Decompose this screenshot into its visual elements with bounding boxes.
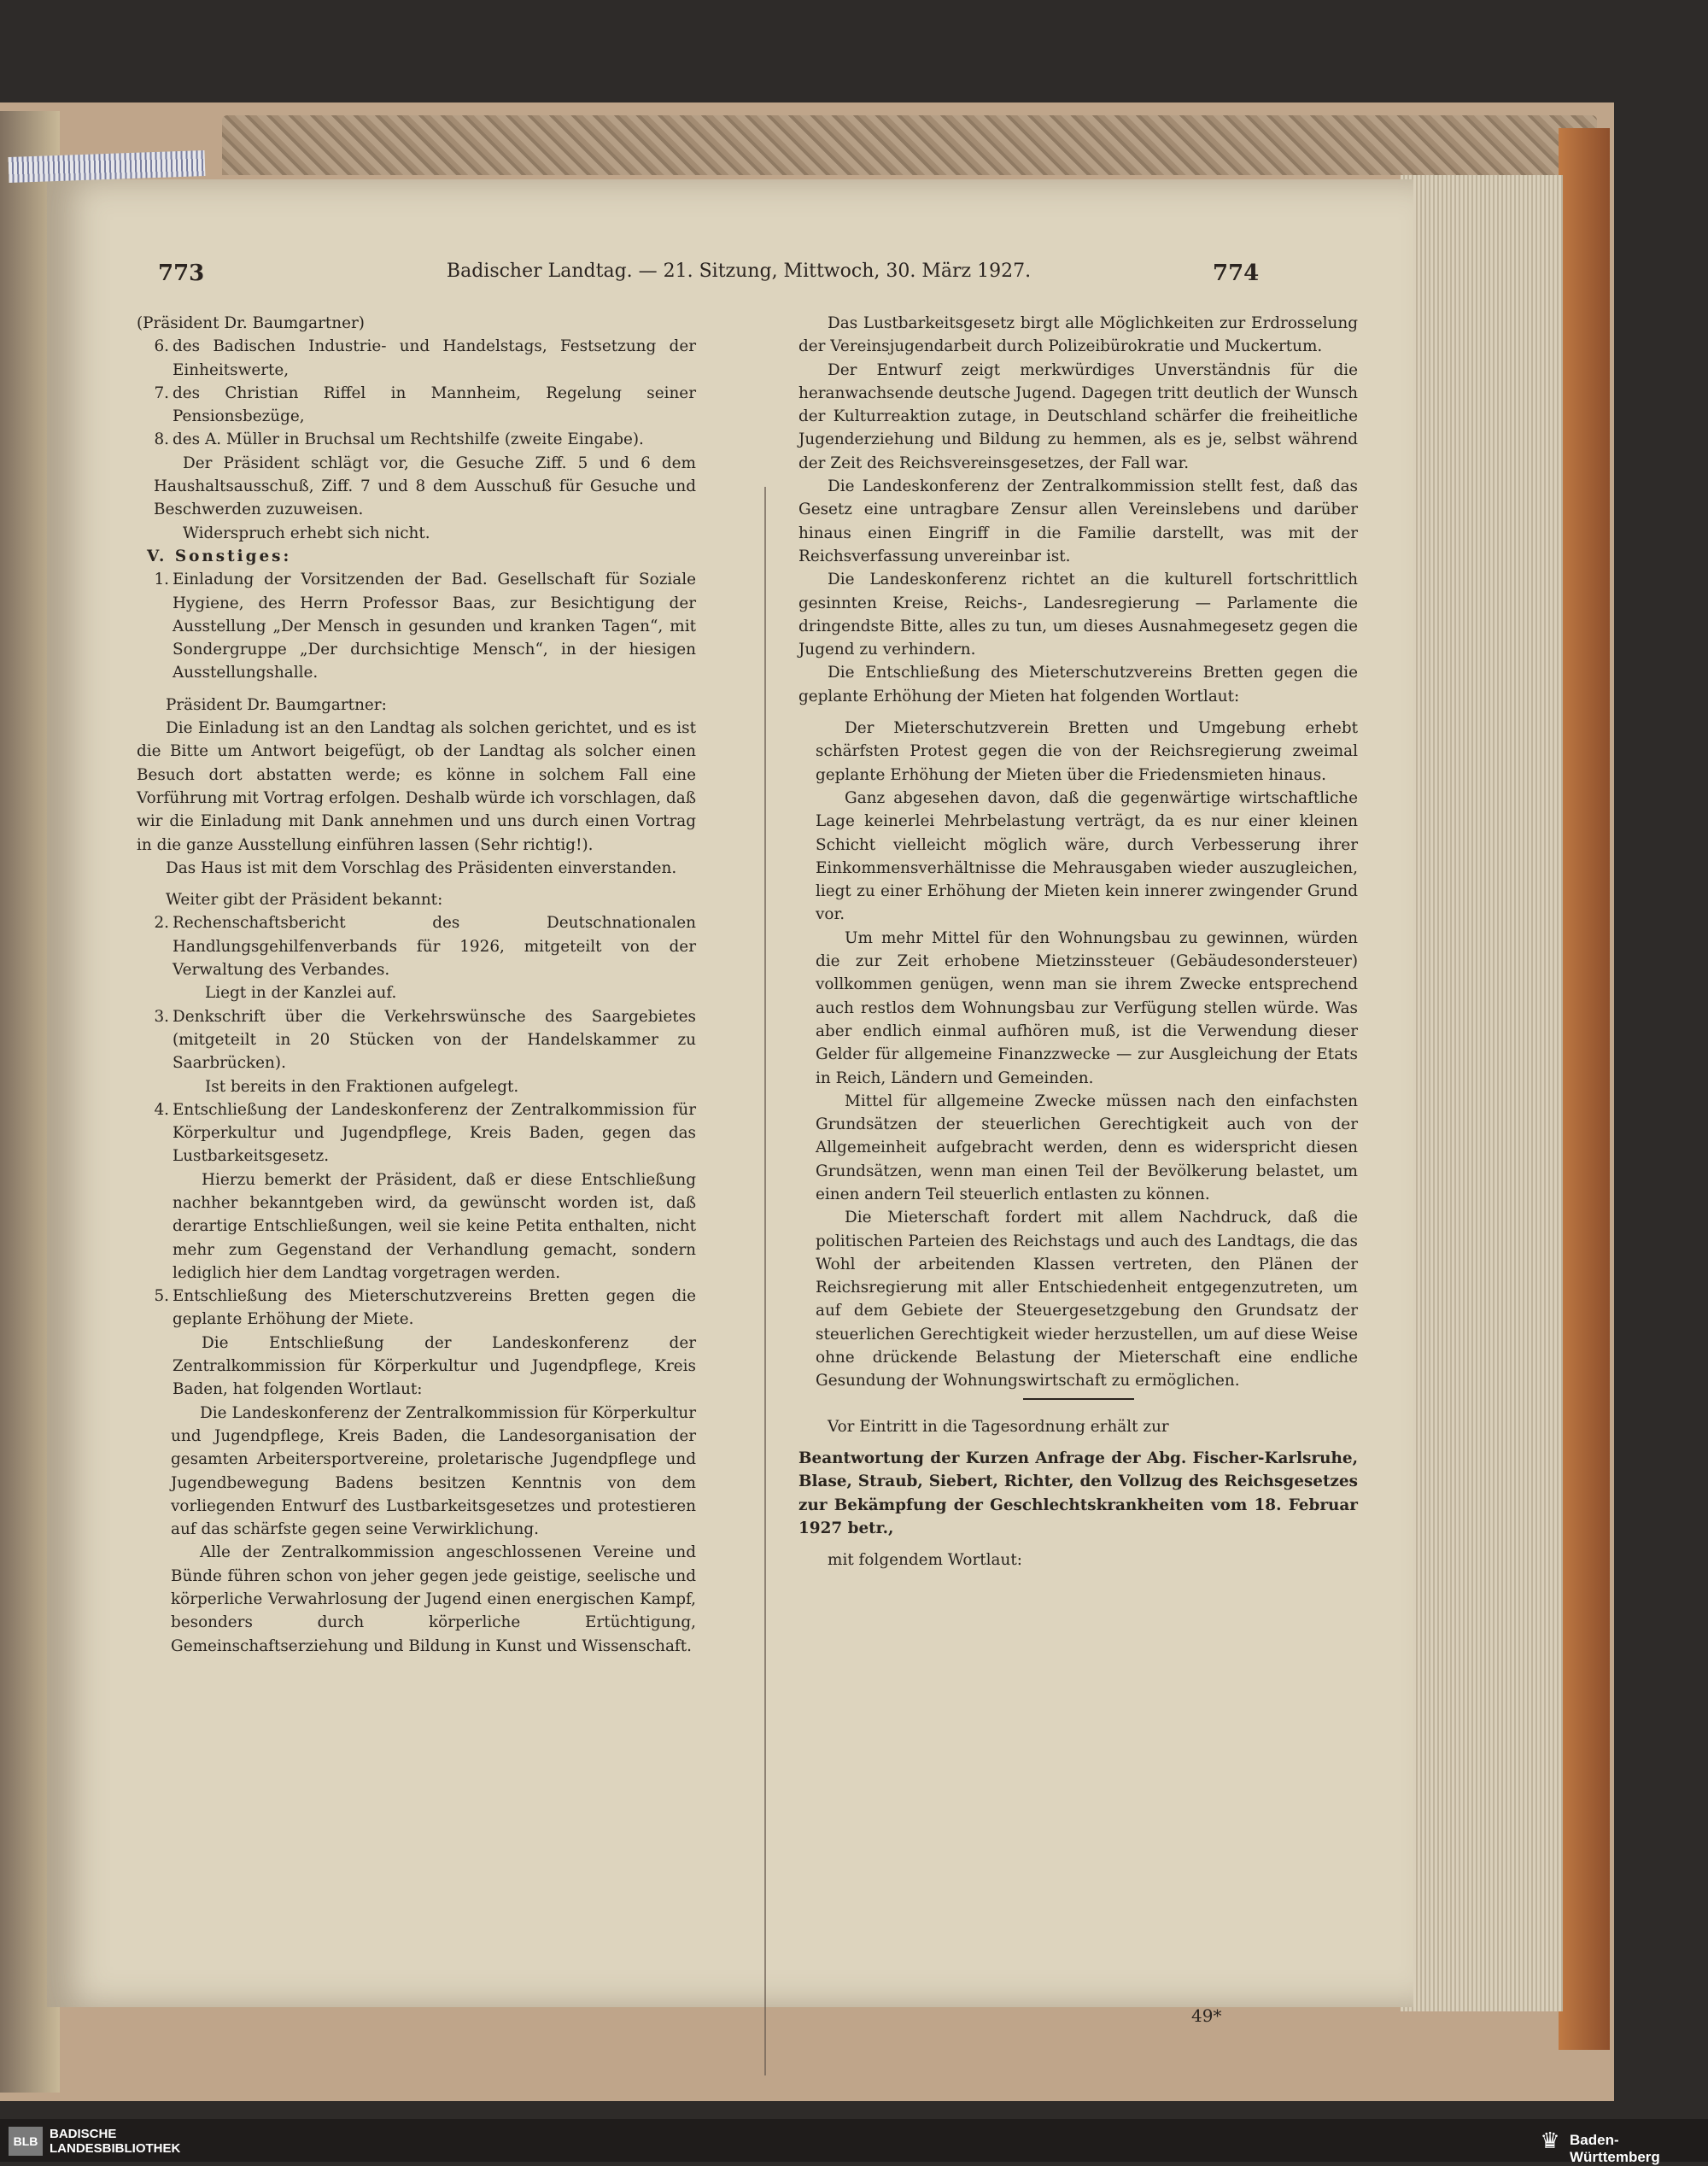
paragraph: Der Mieterschutzverein Bretten und Umgebung erhebt schärfsten Protest gegen die von der Reichsregierung zweimal geplante Erhöhung der Mieten über die Friedensmieten hinaus. <box>816 719 1358 784</box>
item-number: 6. <box>154 337 169 356</box>
paragraph: Um mehr Mittel für den Wohnungsbau zu gewinnen, würden die zur Zeit erhobene Mietzinssteuer (Gebäudesondersteuer) vollkommen genügen, wenn man sie ihrem Zwecke entsprechend auch restlos dem Wohnungsbau zur Verfügung stellen würde. Was aber endlich einmal aufhören muß, ist die Verwendung dieser Gelder für allgemeine Finanzzwecke — zur Ausgleichung der Etats in Reich, Ländern und Gemeinden. <box>816 928 1358 1087</box>
item-number: 1. <box>154 571 169 589</box>
list-item <box>137 428 696 451</box>
paragraph: Die Landeskonferenz der Zentralkommission stellt fest, daß das Gesetz eine untragbare Zensur allen Vereinslebens und darüber hinaus einen Eingriff in die Familie darstellt, was mit der Reichsverfassung unvereinbar ist. <box>798 477 1358 565</box>
state-crest-icon: ♛ <box>1540 2128 1560 2154</box>
paragraph: Widerspruch erhebt sich nicht. <box>183 524 430 542</box>
paragraph: Die Entschließung des Mieterschutzvereins Bretten gegen die geplante Erhöhung der Mieten hat folgenden Wortlaut: <box>798 664 1358 705</box>
note: Ist bereits in den Fraktionen aufgelegt. <box>205 1077 519 1096</box>
item-text: Denkschrift über die Verkehrswünsche des Saargebietes (mitgeteilt in 20 Stücken von der Handelskammer zu Saarbrücken). <box>173 1007 696 1073</box>
paragraph: Alle der Zentralkommission angeschlossenen Vereine und Bünde führen schon von jeher gegen jede geistige, seelische und körperliche Verwahrlosung der Jugend einen energischen Kampf, besonders durch körperliche Ertüchtigung, Gemeinschaftserziehung und Bildung in Kunst und Wissenschaft. <box>171 1543 696 1655</box>
item-number: 2. <box>154 914 169 933</box>
right-column <box>798 312 1358 1572</box>
list-item <box>137 1098 696 1168</box>
library-name-line1: BADISCHE <box>50 2127 117 2141</box>
page <box>47 179 1413 2026</box>
item-number: 4. <box>154 1100 169 1119</box>
item-text: des Christian Riffel in Mannheim, Regelung seiner Pensionsbezüge, <box>173 383 696 426</box>
item-number: 5. <box>154 1287 169 1306</box>
note: Hierzu bemerkt der Präsident, daß er diese Entschließung nachher bekanntgeben wird, da gewünscht worden ist, daß derartige Entschließungen, weil sie keine Petita enthalten, nicht mehr zum Gegenstand der Verhandlung gemacht, sondern lediglich hier dem Landtag vorgetragen werden. <box>173 1170 696 1282</box>
list-item <box>137 1285 696 1332</box>
paragraph: Die Einladung ist an den Landtag als solchen gerichtet, und es ist die Bitte um Antwort beigefügt, ob der Landtag als solcher einen Besuch dort abstatten werde; es könne in solchem Fall eine Vorführung mit Vortrag erfolgen. Deshalb würde ich vorschlagen, daß wir die Einladung mit Dank annehmen und uns durch einen Vortrag in die ganze Ausstellung einführen lassen (Sehr richtig!). <box>137 719 696 854</box>
note: Liegt in der Kanzlei auf. <box>205 984 397 1003</box>
left-column <box>137 312 696 1658</box>
speaker-label: Präsident Dr. Baumgartner: <box>166 695 387 714</box>
item-text: Entschließung der Landeskonferenz der Zentralkommission für Körperkultur und Jugendpflege, Kreis Baden, gegen das Lustbarkeitsgesetz. <box>173 1100 696 1166</box>
speaker-label: (Präsident Dr. Baumgartner) <box>137 314 365 332</box>
paragraph: Ganz abgesehen davon, daß die gegenwärtige wirtschaftliche Lage keinerlei Mehrbelastung verträgt, da es nur einer kleinen Schicht vielleicht möglich wäre, durch Verbesserung ihrer Einkommensverhältnisse die Mehrausgaben wieder auszugleichen, liegt zu einer Erhöhung der Mieten kein innerer zwingender Grund vor. <box>816 788 1358 924</box>
paragraph: Die Landeskonferenz richtet an die kulturell fortschrittlich gesinnten Kreise, Reichs-, Landesregierung — Parlamente die dringendste Bitte, alles zu tun, um dieses Ausnahmegesetz gegen die Jugend zu verhindern. <box>798 571 1358 659</box>
column-divider <box>764 487 766 2075</box>
paragraph: mit folgendem Wortlaut: <box>828 1551 1022 1570</box>
blb-logo[interactable]: BLB <box>9 2127 43 2156</box>
marbled-edge <box>222 115 1597 175</box>
paragraph: Mittel für allgemeine Zwecke müssen nach den einfachsten Grundsätzen der steuerlichen Gerechtigkeit auch von der Allgemeinheit aufgebracht werden, denn es widerspricht diesen Grundsätzen, wenn man einen Teil der Bevölkerung belastet, um einen andern Teil steuerlich entlasten zu können. <box>816 1092 1358 1203</box>
paragraph: Die Landeskonferenz der Zentralkommission für Körperkultur und Jugendpflege, Kreis Baden, die Landesorganisation der gesamten Arbeitersportvereine, proletarische Jugendpflege und Jugendbewegung Badens besitzen Kenntnis von dem vorliegenden Entwurf des Lustbarkeitsgesetzes und protestieren auf das schärfste gegen seine Verwirklichung. <box>171 1403 696 1539</box>
item-text: des A. Müller in Bruchsal um Rechtshilfe (zweite Eingabe). <box>173 430 644 449</box>
paragraph: Vor Eintritt in die Tagesordnung erhält zur <box>828 1417 1169 1436</box>
list-item <box>137 568 696 684</box>
item-number: 3. <box>154 1007 169 1026</box>
item-text: Rechenschaftsbericht des Deutschnationalen Handlungsgehilfenverbands für 1926, mitgeteilt von der Verwaltung des Verbandes. <box>173 914 696 980</box>
item-number: 8. <box>154 430 169 449</box>
item-text: des Badischen Industrie- und Handelstags, Festsetzung der Einheitswerte, <box>173 337 696 379</box>
list-item <box>137 335 696 382</box>
library-name-line2: LANDESBIBLIOTHEK <box>50 2141 181 2156</box>
page-number-left: 773 <box>158 261 205 286</box>
footer-bar <box>0 2119 1708 2162</box>
page-stack <box>1401 175 1563 2011</box>
item-text: Einladung der Vorsitzenden der Bad. Gesellschaft für Soziale Hygiene, des Herrn Professor Baas, zur Besichtigung der Ausstellung „Der Mensch in gesunden und kranken Tagen“, mit Sondergruppe „Der durchsichtige Mensch“, in der hiesigen Ausstellungshalle. <box>173 571 696 682</box>
paragraph: Der Entwurf zeigt merkwürdiges Unverständnis für die heranwachsende deutsche Jugend. Dagegen tritt deutlich der Wunsch der Kulturreaktion zutage, in Deutschland schärfer die freiheitliche Jugenderziehung und Bildung zu hemmen, als es je, selbst während der Zeit des Reichsvereinsgesetzes, der Fall war. <box>798 360 1358 472</box>
bold-heading: Beantwortung der Kurzen Anfrage der Abg. Fischer-Karlsruhe, Blase, Straub, Siebert, Richter, den Vollzug des Reichsgesetzes zur Bekämpfung der Geschlechtskrankheiten vom 18. Februar 1927 betr., <box>798 1449 1358 1537</box>
running-head: Badischer Landtag. — 21. Sitzung, Mittwoch, 30. März 1927. <box>446 261 1032 282</box>
list-item <box>137 911 696 981</box>
item-number: 7. <box>154 383 169 402</box>
leather-binding <box>1559 128 1610 2050</box>
paragraph: Der Präsident schlägt vor, die Gesuche Ziff. 5 und 6 dem Haushaltsausschuß, Ziff. 7 und 8 dem Ausschuß für Gesuche und Beschwerden zuzuweisen. <box>154 454 696 519</box>
page-number-right: 774 <box>1213 261 1260 286</box>
list-item <box>137 382 696 429</box>
paragraph: Weiter gibt der Präsident bekannt: <box>166 891 443 910</box>
list-item <box>137 1005 696 1075</box>
paragraph: Das Lustbarkeitsgesetz birgt alle Möglichkeiten zur Erdrosselung der Vereinsjugendarbeit durch Polizeibürokratie und Muckertum. <box>798 314 1358 356</box>
separator-rule <box>1023 1398 1134 1400</box>
library-name[interactable] <box>50 2127 180 2156</box>
section-heading: V. Sonstiges: <box>147 547 292 565</box>
signature-mark: 49* <box>1191 2005 1222 2026</box>
paragraph: Die Mieterschaft fordert mit allem Nachdruck, daß die politischen Parteien des Reichstags und auch des Landtags, die das Wohl der arbeitenden Klassen vertreten, den Plänen der Reichsregierung mit aller Entschiedenheit entgegenzutreten, um auf dem Gebiete der Steuergesetzgebung den Grundsatz der steuerlichen Gerechtigkeit wieder herzustellen, um auf diese Weise ohne drückende Belastung der Mieterschaft eine endliche Gesundung der Wohnungswirtschaft zu ermöglichen. <box>816 1209 1358 1390</box>
quote <box>798 717 1358 1393</box>
state-name[interactable]: Baden-Württemberg <box>1570 2132 1660 2165</box>
paragraph: Das Haus ist mit dem Vorschlag des Präsidenten einverstanden. <box>166 858 677 877</box>
paragraph: Die Entschließung der Landeskonferenz der Zentralkommission für Körperkultur und Jugendpflege, Kreis Baden, hat folgenden Wortlaut: <box>173 1333 696 1399</box>
item-text: Entschließung des Mieterschutzvereins Bretten gegen die geplante Erhöhung der Miete. <box>173 1287 696 1329</box>
quote <box>137 1402 696 1658</box>
